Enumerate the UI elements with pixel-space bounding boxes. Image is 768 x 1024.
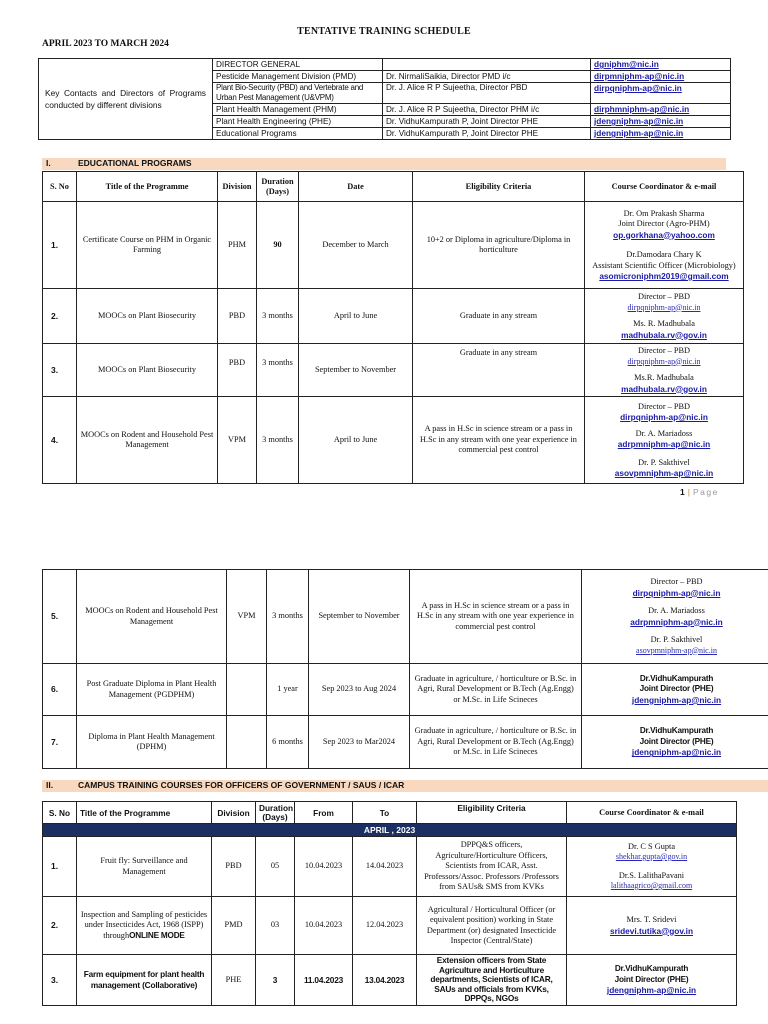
table-row: [43, 955, 737, 1006]
row-eligibility: Graduate in any stream: [413, 289, 585, 344]
row-from: 11.04.2023: [295, 955, 353, 1006]
coordinator-name: Dr.VidhuKampurath: [639, 673, 714, 683]
row-date: September to November: [309, 570, 410, 664]
coordinator-name: Dr.VidhuKampurath: [614, 964, 689, 973]
coordinator-email-link[interactable]: op.gorkhana@yahoo.com: [613, 229, 715, 240]
row-eligibility: A pass in H.Sc in science stream or a pass in H.Sc in any stream with one year experience in commercial pest control: [413, 397, 585, 484]
coordinator-email-link[interactable]: shekhar.gupta@gov.in: [615, 852, 688, 861]
row-duration: 1 year: [267, 664, 309, 716]
row-title: Fruit fly: Surveillance and Management: [77, 837, 212, 897]
coordinator-email-link[interactable]: lalithaagrico@gmail.com: [610, 881, 693, 890]
coordinator-name: Dr. C S Gupta: [627, 841, 676, 851]
row-eligibility: Graduate in any stream: [413, 344, 585, 397]
row-division: PHE: [212, 955, 256, 1006]
contact-person: Dr. J. Alice R P Sujeetha, Director PBD: [383, 83, 591, 104]
contacts-label: Key Contacts and Directors of Programs conducted by different divisions: [39, 59, 213, 140]
coordinator-email-link[interactable]: adrpmniphm-ap@nic.in: [617, 439, 711, 449]
table-row: [43, 664, 768, 716]
row-date: Sep 2023 to Aug 2024: [309, 664, 410, 716]
row-eligibility: Extension officers from State Agriculture and Horticulture departments, Scientists of ICAR, SAUs and officials from KVKs, DPPQs, NGOs: [417, 955, 567, 1006]
row-division: PBD: [218, 289, 257, 344]
table-row: [43, 202, 744, 289]
row-title: MOOCs on Rodent and Household Pest Management: [77, 397, 218, 484]
col-header-to: To: [353, 802, 417, 824]
row-division: PBD: [218, 344, 257, 397]
schedule-period: APRIL 2023 TO MARCH 2024: [42, 39, 169, 49]
row-title: [77, 897, 212, 955]
coordinator-email-link[interactable]: asovpmniphm-ap@nic.in: [636, 645, 717, 655]
coordinator-email-link[interactable]: dirpqniphm-ap@nic.in: [627, 302, 701, 312]
row-coordinator: [567, 837, 737, 897]
col-header-date: Date: [299, 172, 413, 202]
coordinator-name: Dr.VidhuKampurath: [639, 726, 714, 736]
row-sno: 1.: [43, 837, 77, 897]
col-header-sno: S. No: [43, 802, 77, 824]
col-header-duration: Duration (Days): [256, 802, 295, 824]
row-division: PHM: [218, 202, 257, 289]
row-coordinator: [585, 397, 744, 484]
col-header-sno: S. No: [43, 172, 77, 202]
row-sno: 2.: [43, 897, 77, 955]
coordinator-name: Director – PBD: [637, 346, 691, 355]
contact-email-link[interactable]: dgniphm@nic.in: [594, 59, 659, 69]
coordinator-name: Dr. A. Mariadoss: [635, 428, 693, 438]
section-heading: [42, 158, 726, 170]
contact-division: Plant Bio-Security (PBD) and Vertebrate and Urban Pest Management (U&VPM): [213, 83, 383, 104]
row-title-text: Inspection and Sampling of pesticides under Insecticides Act, 1968 (ISPP) through: [80, 909, 208, 940]
section-number: II.: [46, 780, 54, 790]
coordinator-title: Joint Director (Agro-PHM): [618, 219, 710, 228]
section-heading: [42, 780, 768, 792]
coordinator-email-link[interactable]: adrpmniphm-ap@nic.in: [630, 616, 723, 627]
row-eligibility: Graduate in agriculture, / horticulture or B.Sc. in Agri, Rural Development or B.Tech (Ag.Engg) or M.Sc. in Life Scineces: [410, 664, 582, 716]
col-header-from: From: [295, 802, 353, 824]
coordinator-email-link[interactable]: jdengniphm-ap@nic.in: [606, 985, 697, 995]
section-number: I.: [46, 158, 51, 168]
row-sno: 3.: [43, 344, 77, 397]
row-duration: 3 months: [267, 570, 309, 664]
coordinator-title: Joint Director (PHE): [639, 736, 714, 746]
contact-email-link[interactable]: jdengniphm-ap@nic.in: [594, 128, 684, 138]
row-duration: 6 months: [267, 716, 309, 769]
row-duration: 03: [256, 897, 295, 955]
contact-email-link[interactable]: dirpqniphm-ap@nic.in: [594, 83, 682, 93]
col-header-eligibility: Eligibility Criteria: [413, 172, 585, 202]
row-sno: 6.: [43, 664, 77, 716]
row-duration: 3 months: [257, 344, 299, 397]
row-date: September to November: [299, 344, 413, 397]
coordinator-email-link[interactable]: madhubala.rv@gov.in: [621, 329, 707, 340]
contact-person: Dr. VidhuKampurath P, Joint Director PHE: [383, 116, 591, 128]
table-row: [43, 897, 737, 955]
table-row: [43, 716, 768, 769]
row-to: 14.04.2023: [353, 837, 417, 897]
table-header-row: [43, 802, 737, 824]
col-header-coordinator: Course Coordinator & e-mail: [567, 802, 737, 824]
col-header-division: Division: [212, 802, 256, 824]
row-duration: 3 months: [257, 397, 299, 484]
month-label: APRIL , 2023: [43, 824, 737, 837]
row-duration: 90: [257, 202, 299, 289]
coordinator-email-link[interactable]: asovpmniphm-ap@nic.in: [614, 468, 714, 478]
row-title: Diploma in Plant Health Management (DPHM): [77, 716, 227, 769]
row-from: 10.04.2023: [295, 837, 353, 897]
coordinator-email-link[interactable]: dirpqniphm-ap@nic.in: [632, 587, 721, 598]
coordinator-email-link[interactable]: jdengniphm-ap@nic.in: [631, 694, 722, 705]
row-division: VPM: [218, 397, 257, 484]
col-header-eligibility: Eligibility Criteria: [417, 802, 567, 824]
contact-row: [39, 59, 731, 71]
section-title: CAMPUS TRAINING COURSES FOR OFFICERS OF GOVERNMENT / SAUS / ICAR: [78, 780, 405, 790]
coordinator-name: Ms.R. Madhubala: [634, 373, 694, 382]
row-coordinator: [585, 344, 744, 397]
educational-programs-table-continued: [42, 569, 768, 769]
contact-division: DIRECTOR GENERAL: [213, 59, 383, 71]
coordinator-title: Assistant Scientific Officer (Microbiology): [592, 260, 736, 270]
page-label: Page: [692, 487, 719, 497]
row-sno: 5.: [43, 570, 77, 664]
row-title-mode: ONLINE MODE: [129, 930, 185, 940]
coordinator-title: Joint Director (PHE): [639, 684, 714, 694]
coordinator-name: Ms. R. Madhubala: [633, 319, 695, 328]
document-title: TENTATIVE TRAINING SCHEDULE: [297, 26, 471, 37]
coordinator-email-link[interactable]: dirpqniphm-ap@nic.in: [627, 356, 701, 366]
row-duration: 05: [256, 837, 295, 897]
contact-division: Pesticide Management Division (PMD): [213, 71, 383, 83]
coordinator-email-link[interactable]: sridevi.tutika@gov.in: [609, 925, 694, 936]
coordinator-email-link[interactable]: dirpqniphm-ap@nic.in: [620, 412, 708, 422]
coordinator-name: Dr. P. Sakthivel: [638, 457, 690, 467]
key-contacts-table: [38, 58, 731, 140]
row-sno: 7.: [43, 716, 77, 769]
row-coordinator: [585, 289, 744, 344]
coordinator-name: Dr.Damodara Chary K: [626, 250, 702, 259]
campus-training-table: [42, 801, 737, 1006]
row-eligibility: Agricultural / Horticultural Officer (or equivalent position) working in State Department (or) designated Insecticide Inspector (Central/State): [417, 897, 567, 955]
coordinator-name: Dr.S. LalithaPavani: [618, 870, 685, 880]
contact-division: Educational Programs: [213, 128, 383, 140]
contact-person: [383, 59, 591, 71]
row-eligibility: DPPQ&S officers, Agriculture/Horticulture Officers, Scientists from ICAR, Asst. Professors/Assoc. Professors /Professors from SAUs& SMS from KVKs: [417, 837, 567, 897]
row-date: April to June: [299, 289, 413, 344]
row-date: Sep 2023 to Mar2024: [309, 716, 410, 769]
row-eligibility: 10+2 or Diploma in agriculture/Diploma in horticulture: [413, 202, 585, 289]
row-coordinator: [567, 897, 737, 955]
col-header-division: Division: [218, 172, 257, 202]
contact-email-link[interactable]: dirphmniphm-ap@nic.in: [594, 104, 690, 114]
row-division: VPM: [227, 570, 267, 664]
coordinator-name: Director – PBD: [637, 292, 691, 301]
row-division: PMD: [212, 897, 256, 955]
contact-division: Plant Health Management (PHM): [213, 104, 383, 116]
contact-email-link[interactable]: jdengniphm-ap@nic.in: [594, 116, 684, 126]
col-header-title: Title of the Programme: [77, 802, 212, 824]
row-division: [227, 716, 267, 769]
row-to: 12.04.2023: [353, 897, 417, 955]
row-sno: 3.: [43, 955, 77, 1006]
coordinator-name: Dr. A. Mariadoss: [648, 606, 705, 615]
row-date: December to March: [299, 202, 413, 289]
coordinator-name: Director – PBD: [637, 401, 691, 411]
row-from: 10.04.2023: [295, 897, 353, 955]
row-to: 13.04.2023: [353, 955, 417, 1006]
coordinator-name: Dr. P. Sakthivel: [650, 635, 703, 644]
page-number: [680, 487, 719, 497]
row-eligibility: Graduate in agriculture, / horticulture or B.Sc. in Agri, Rural Development or B.Tech (Ag.Engg) or M.Sc. in Life Scineces: [410, 716, 582, 769]
row-coordinator: [585, 202, 744, 289]
page-number-value: 1: [680, 487, 685, 497]
row-sno: 2.: [43, 289, 77, 344]
row-duration: 3: [256, 955, 295, 1006]
row-eligibility: A pass in H.Sc in science stream or a pass in H.Sc in any stream with one year experience in commercial pest control: [410, 570, 582, 664]
row-division: [227, 664, 267, 716]
coordinator-email-link[interactable]: asomicroniphm2019@gmail.com: [599, 271, 729, 281]
row-sno: 1.: [43, 202, 77, 289]
row-title: MOOCs on Plant Biosecurity: [77, 344, 218, 397]
col-header-duration: Duration (Days): [257, 172, 299, 202]
row-coordinator: [582, 664, 768, 716]
page-separator: |: [687, 487, 690, 497]
month-row: [43, 824, 737, 837]
row-coordinator: [567, 955, 737, 1006]
table-row: [43, 344, 744, 397]
row-coordinator: [582, 716, 768, 769]
row-title: Farm equipment for plant health management (Collaborative): [77, 955, 212, 1006]
coordinator-name: Mrs. T. Sridevi: [626, 915, 677, 924]
coordinator-name: Dr. Om Prakash Sharma: [623, 208, 705, 218]
table-row: [43, 570, 768, 664]
educational-programs-table: [42, 171, 744, 484]
table-row: [43, 837, 737, 897]
contact-person: Dr. J. Alice R P Sujeetha, Director PHM i/c: [383, 104, 591, 116]
coordinator-title: Joint Director (PHE): [614, 974, 689, 984]
col-header-title: Title of the Programme: [77, 172, 218, 202]
table-row: [43, 289, 744, 344]
row-sno: 4.: [43, 397, 77, 484]
contact-person: Dr. VidhuKampurath P, Joint Director PHE: [383, 128, 591, 140]
row-title: Post Graduate Diploma in Plant Health Management (PGDPHM): [77, 664, 227, 716]
coordinator-email-link[interactable]: jdengniphm-ap@nic.in: [631, 747, 722, 758]
contact-person: Dr. NirmaliSaikia, Director PMD i/c: [383, 71, 591, 83]
coordinator-name: Director – PBD: [650, 577, 703, 586]
row-duration: 3 months: [257, 289, 299, 344]
row-division: PBD: [212, 837, 256, 897]
coordinator-email-link[interactable]: madhubala.rv@gov.in: [621, 383, 707, 394]
row-coordinator: [582, 570, 768, 664]
row-date: April to June: [299, 397, 413, 484]
row-title: MOOCs on Rodent and Household Pest Management: [77, 570, 227, 664]
contact-division: Plant Health Engineering (PHE): [213, 116, 383, 128]
table-row: [43, 397, 744, 484]
col-header-coordinator: Course Coordinator & e-mail: [585, 172, 744, 202]
section-title: EDUCATIONAL PROGRAMS: [78, 158, 192, 168]
row-title: Certificate Course on PHM in Organic Farming: [77, 202, 218, 289]
table-header-row: [43, 172, 744, 202]
contact-email-link[interactable]: dirpmniphm-ap@nic.in: [594, 71, 685, 81]
row-title: MOOCs on Plant Biosecurity: [77, 289, 218, 344]
